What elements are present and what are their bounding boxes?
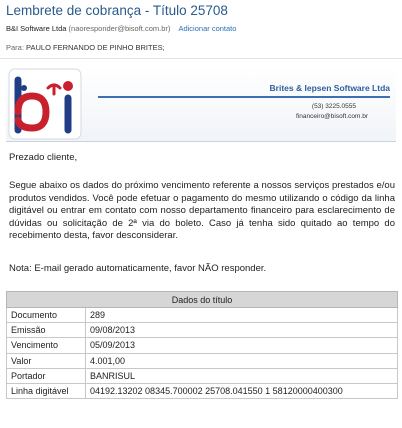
row-label: Valor	[7, 353, 86, 368]
table-row	[7, 368, 398, 383]
row-value[interactable]: 04192.13202 08345.700002 25708.041550 1 58120000400300	[86, 383, 398, 398]
row-label: Portador	[7, 368, 86, 383]
table-row	[7, 383, 398, 398]
message-paragraph: Segue abaixo os dados do próximo vencimento referente a nossos serviços prestados e/ou produtos vendidos. Você pode efetuar o pagamento do mesmo utilizando o código da linha digitável ou entrar em contato com nosso departamento financeiro para esclarecimento de dúvidas ou solicitação de 2ª via do boleto. Caso já tenha sido quitado ao tempo do recebimento desta, favor desconsiderar.	[9, 180, 395, 242]
table-row	[7, 323, 398, 338]
company-logo	[8, 68, 82, 140]
add-contact-link[interactable]: Adicionar contato	[178, 24, 237, 33]
company-name: Brites & Iepsen Software Ltda	[269, 83, 390, 93]
table-title: Dados do título	[7, 292, 398, 308]
sender-name[interactable]: B&I Software Ltda	[6, 24, 67, 33]
row-value: BANRISUL	[86, 368, 398, 383]
recipient-name[interactable]: PAULO FERNANDO DE PINHO BRITES;	[26, 43, 165, 52]
table-row	[7, 338, 398, 353]
row-label: Vencimento	[7, 338, 86, 353]
to-label: Para:	[6, 43, 24, 52]
row-label: Linha digitável	[7, 383, 86, 398]
email-header	[0, 0, 402, 64]
banner-rule	[98, 96, 390, 98]
email-subject: Lembrete de cobrança - Título 25708	[6, 3, 228, 18]
sender-email: (naoresponder@bisoft.com.br)	[68, 24, 171, 33]
company-email[interactable]: financeiro@bisoft.com.br	[296, 113, 368, 120]
table-row	[7, 353, 398, 368]
auto-email-note: Nota: E-mail gerado automaticamente, favor NÃO responder.	[9, 263, 267, 274]
company-banner	[6, 66, 396, 142]
row-value: 09/08/2013	[86, 323, 398, 338]
row-label: Documento	[7, 308, 86, 323]
title-data-table	[6, 291, 398, 399]
header-divider	[0, 58, 402, 59]
greeting-text: Prezado cliente,	[9, 152, 78, 163]
row-value: 4.001,00	[86, 353, 398, 368]
row-value: 05/09/2013	[86, 338, 398, 353]
recipient-line	[6, 43, 165, 52]
row-value: 289	[86, 308, 398, 323]
sender-line	[6, 24, 236, 33]
table-row	[7, 308, 398, 323]
company-phone: (53) 3225.0555	[311, 103, 356, 110]
row-label: Emissão	[7, 323, 86, 338]
